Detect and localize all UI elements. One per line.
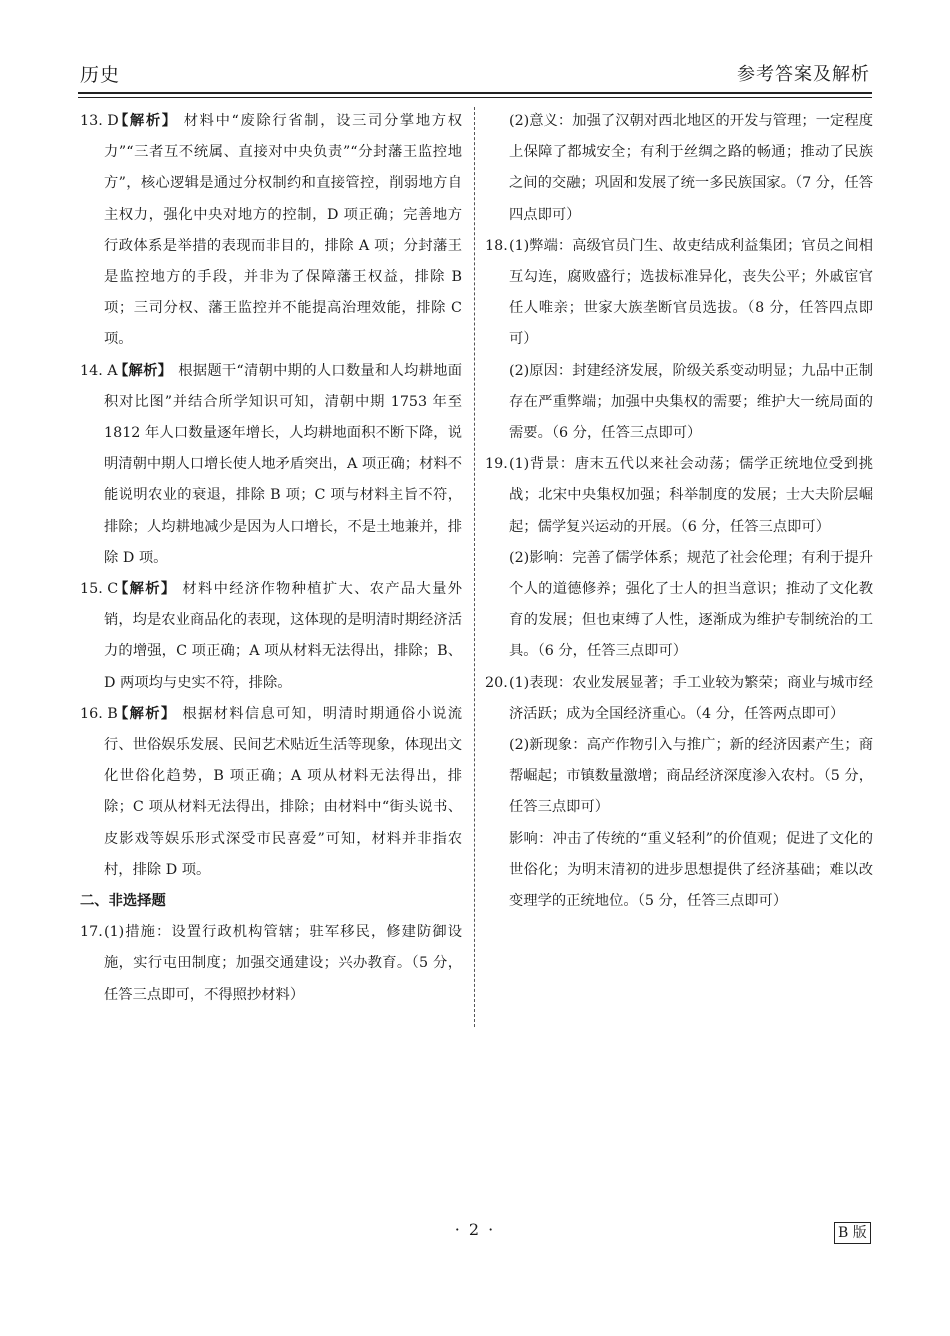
- question-number: 17.: [80, 924, 103, 941]
- left-column: [80, 106, 462, 1011]
- analysis-tag: 【解析】: [114, 705, 177, 722]
- header-section-title: 参考答案及解析: [737, 64, 870, 85]
- question-number: 18.: [485, 237, 508, 254]
- analysis-tag: 【解析】: [114, 581, 177, 598]
- header-rule-thick: [78, 92, 872, 94]
- answer-19: [485, 449, 873, 667]
- column-divider: [474, 107, 475, 1027]
- answer-part-1: (1)弊端：高级官员门生、故吏结成利益集团；官员之间相互勾连，腐败盛行；选拔标准异化，丧失公平；外戚宦官任人唯亲；世家大族垄断官员选拔。（8 分，任答四点即可）: [509, 237, 873, 348]
- answer-text: 材料中经济作物种植扩大、农产品大量外销，均是农业商品化的表现，这体现的是明清时期经济活力的增强，C 项正确；A 项从材料无法得出，排除；B、D 两项均与史实不符，排除。: [104, 581, 463, 691]
- answer-18: [485, 231, 873, 449]
- answer-part-1: (1)背景：唐末五代以来社会动荡；儒学正统地位受到挑战；北宋中央集权加强；科举制度的发展；士大夫阶层崛起；儒学复兴运动的开展。（6 分，任答三点即可）: [509, 456, 873, 535]
- question-number: 15. C: [80, 581, 119, 598]
- answer-part-1: (1)表现：农业发展显著；手工业较为繁荣；商业与城市经济活跃；成为全国经济重心。（4 分，任答两点即可）: [509, 674, 873, 722]
- question-number: 13. D: [80, 113, 119, 129]
- version-badge: B 版: [834, 1222, 871, 1244]
- analysis-tag: 【解析】: [114, 113, 178, 129]
- answer-17: [80, 917, 462, 1011]
- header-subject: 历史: [80, 64, 121, 86]
- answer-13: [80, 106, 462, 356]
- answer-17-continued: [485, 106, 873, 231]
- answer-15: [80, 574, 462, 699]
- answer-part-2: (2)原因：封建经济发展，阶级关系变动明显；九品中正制存在严重弊端；加强中央集权的需要；维护大一统局面的需要。（6 分，任答三点即可）: [509, 362, 873, 442]
- answer-part-2: (2)新现象：高产作物引入与推广；新的经济因素产生；商帮崛起；市镇数量激增；商品经济深度渗入农村。（5 分，任答三点即可）: [509, 737, 873, 816]
- answer-text: 根据材料信息可知，明清时期通俗小说流行、世俗娱乐发展、民间艺术贴近生活等现象，体现出文化世俗化趋势，B 项正确；A 项从材料无法得出，排除；C 项从材料无法得出，排除；由材料中“街头说书、皮影戏等娱乐形式深受市民喜爱”可知，材料并非指农村，排除 D 项。: [104, 705, 463, 878]
- answer-14: [80, 356, 462, 574]
- question-number: 14. A: [80, 362, 118, 379]
- section-title: 二、非选择题: [80, 893, 166, 910]
- answer-20: [485, 668, 873, 918]
- answer-part-2: (2)意义：加强了汉朝对西北地区的开发与管理；一定程度上保障了都城安全；有利于丝绸之路的畅通；推动了民族之间的交融；巩固和发展了统一多民族国家。（7 分，任答四点即可）: [509, 113, 873, 223]
- answer-part-2: (2)影响：完善了儒学体系；规范了社会伦理；有利于提升个人的道德修养；强化了士人的担当意识；推动了文化教育的发展；但也束缚了人性，逐渐成为维护专制统治的工具。（6 分，任答三点即可）: [509, 549, 873, 660]
- answer-part-3: 影响：冲击了传统的“重义轻利”的价值观；促进了文化的世俗化；为明末清初的进步思想提供了经济基础；难以改变理学的正统地位。（5 分，任答三点即可）: [509, 830, 873, 910]
- answer-16: [80, 699, 462, 886]
- header-rule-thin: [78, 97, 872, 98]
- answer-part-1: (1)措施：设置行政机构管辖；驻军移民，修建防御设施，实行屯田制度；加强交通建设；兴办教育。（5 分，任答三点即可，不得照抄材料）: [104, 924, 462, 1003]
- answer-text: 根据题干“清朝中期的人口数量和人均耕地面积对比图”并结合所学知识可知，清朝中期 1753 年至 1812 年人口数量逐年增长，人均耕地面积不断下降，说明清朝中期人口增长使人地矛盾突出，A 项正确；材料不能说明农业的衰退，排除 B 项；C 项与材料主旨不符，排除；人均耕地减少是因为人口增长，不是土地兼并，排除 D 项。: [104, 362, 463, 566]
- analysis-tag: 【解析】: [114, 362, 173, 379]
- right-column: [485, 106, 873, 917]
- answer-text: 材料中“废除行省制，设三司分掌地方权力”“三者互不统属、直接对中央负责”“分封藩王监控地方”，核心逻辑是通过分权制约和直接管控，削弱地方自主权力，强化中央对地方的控制，D 项正确；完善地方行政体系是举措的表现而非目的，排除 A 项；分封藩王是监控地方的手段，并非为了保障藩王权益，排除 B 项；三司分权、藩王监控并不能提高治理效能，排除 C 项。: [104, 113, 462, 348]
- question-number: 19.: [485, 456, 508, 473]
- page-number: · 2 ·: [454, 1220, 496, 1239]
- question-number: 16. B: [80, 705, 118, 722]
- question-number: 20.: [485, 674, 508, 691]
